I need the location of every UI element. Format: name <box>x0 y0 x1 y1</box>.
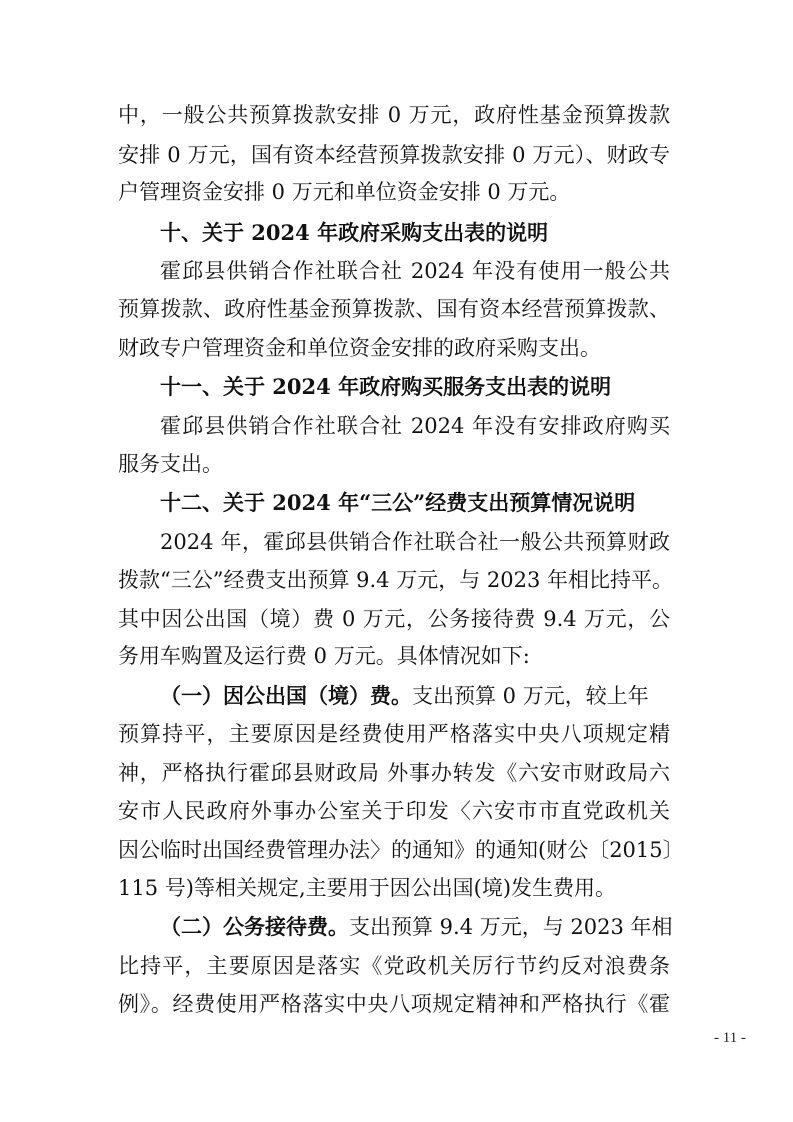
text-line: 例》。经费使用严格落实中央八项规定精神和严格执行《霍 <box>118 992 670 1016</box>
section-heading-10: 十、关于 2024 年政府采购支出表的说明 <box>160 220 549 245</box>
subsection-heading: （二）公务接待费。 <box>160 914 349 939</box>
section-heading-12: 十二、关于 2024 年“三公”经费支出预算情况说明 <box>160 490 636 515</box>
text-line: 因公临时出国经费管理办法〉的通知》的通知(财公〔2015〕 <box>118 838 684 862</box>
text-line: 安市人民政府外事办公室关于印发〈六安市市直党政机关 <box>118 799 670 823</box>
text-line: 神，严格执行霍邱县财政局 外事办转发《六安市财政局六 <box>118 761 670 785</box>
text-line: 2024 年，霍邱县供销合作社联合社一般公共预算财政 <box>160 530 670 554</box>
text-line: 霍邱县供销合作社联合社 2024 年没有安排政府购买 <box>160 414 670 438</box>
text-line: 预算持平，主要原因是经费使用严格落实中央八项规定精 <box>118 722 670 746</box>
text-line: 115 号)等相关规定,主要用于因公出国(境)发生费用。 <box>118 876 617 900</box>
text-line: 中，一般公共预算拨款安排 0 万元，政府性基金预算拨款 <box>118 103 670 127</box>
text-line: 服务支出。 <box>118 452 223 476</box>
subsection-text: 支出预算 0 万元，较上年 <box>412 684 649 708</box>
text-line: 其中因公出国（境）费 0 万元，公务接待费 9.4 万元，公 <box>118 607 670 631</box>
subsection-heading: （一）因公出国（境）费。 <box>160 683 412 708</box>
text-line: 财政专户管理资金和单位资金安排的政府采购支出。 <box>118 336 601 360</box>
subsection-line <box>160 912 673 942</box>
text-line: 务用车购置及运行费 0 万元。具体情况如下: <box>118 644 530 668</box>
text-line: 霍邱县供销合作社联合社 2024 年没有使用一般公共 <box>160 259 670 283</box>
text-line: 户管理资金安排 0 万元和单位资金安排 0 万元。 <box>118 180 571 204</box>
page-number: - 11 - <box>714 1030 746 1046</box>
text-line: 拨款“三公”经费支出预算 9.4 万元，与 2023 年相比持平。 <box>118 568 674 592</box>
subsection-line <box>160 681 670 711</box>
subsection-text: 支出预算 9.4 万元，与 2023 年相 <box>349 915 673 939</box>
text-line: 比持平，主要原因是落实《党政机关厉行节约反对浪费条 <box>118 954 670 978</box>
text-line: 安排 0 万元，国有资本经营预算拨款安排 0 万元）、财政专 <box>118 143 670 167</box>
text-line: 预算拨款、政府性基金预算拨款、国有资本经营预算拨款、 <box>118 297 670 321</box>
section-heading-11: 十一、关于 2024 年政府购买服务支出表的说明 <box>160 374 612 399</box>
